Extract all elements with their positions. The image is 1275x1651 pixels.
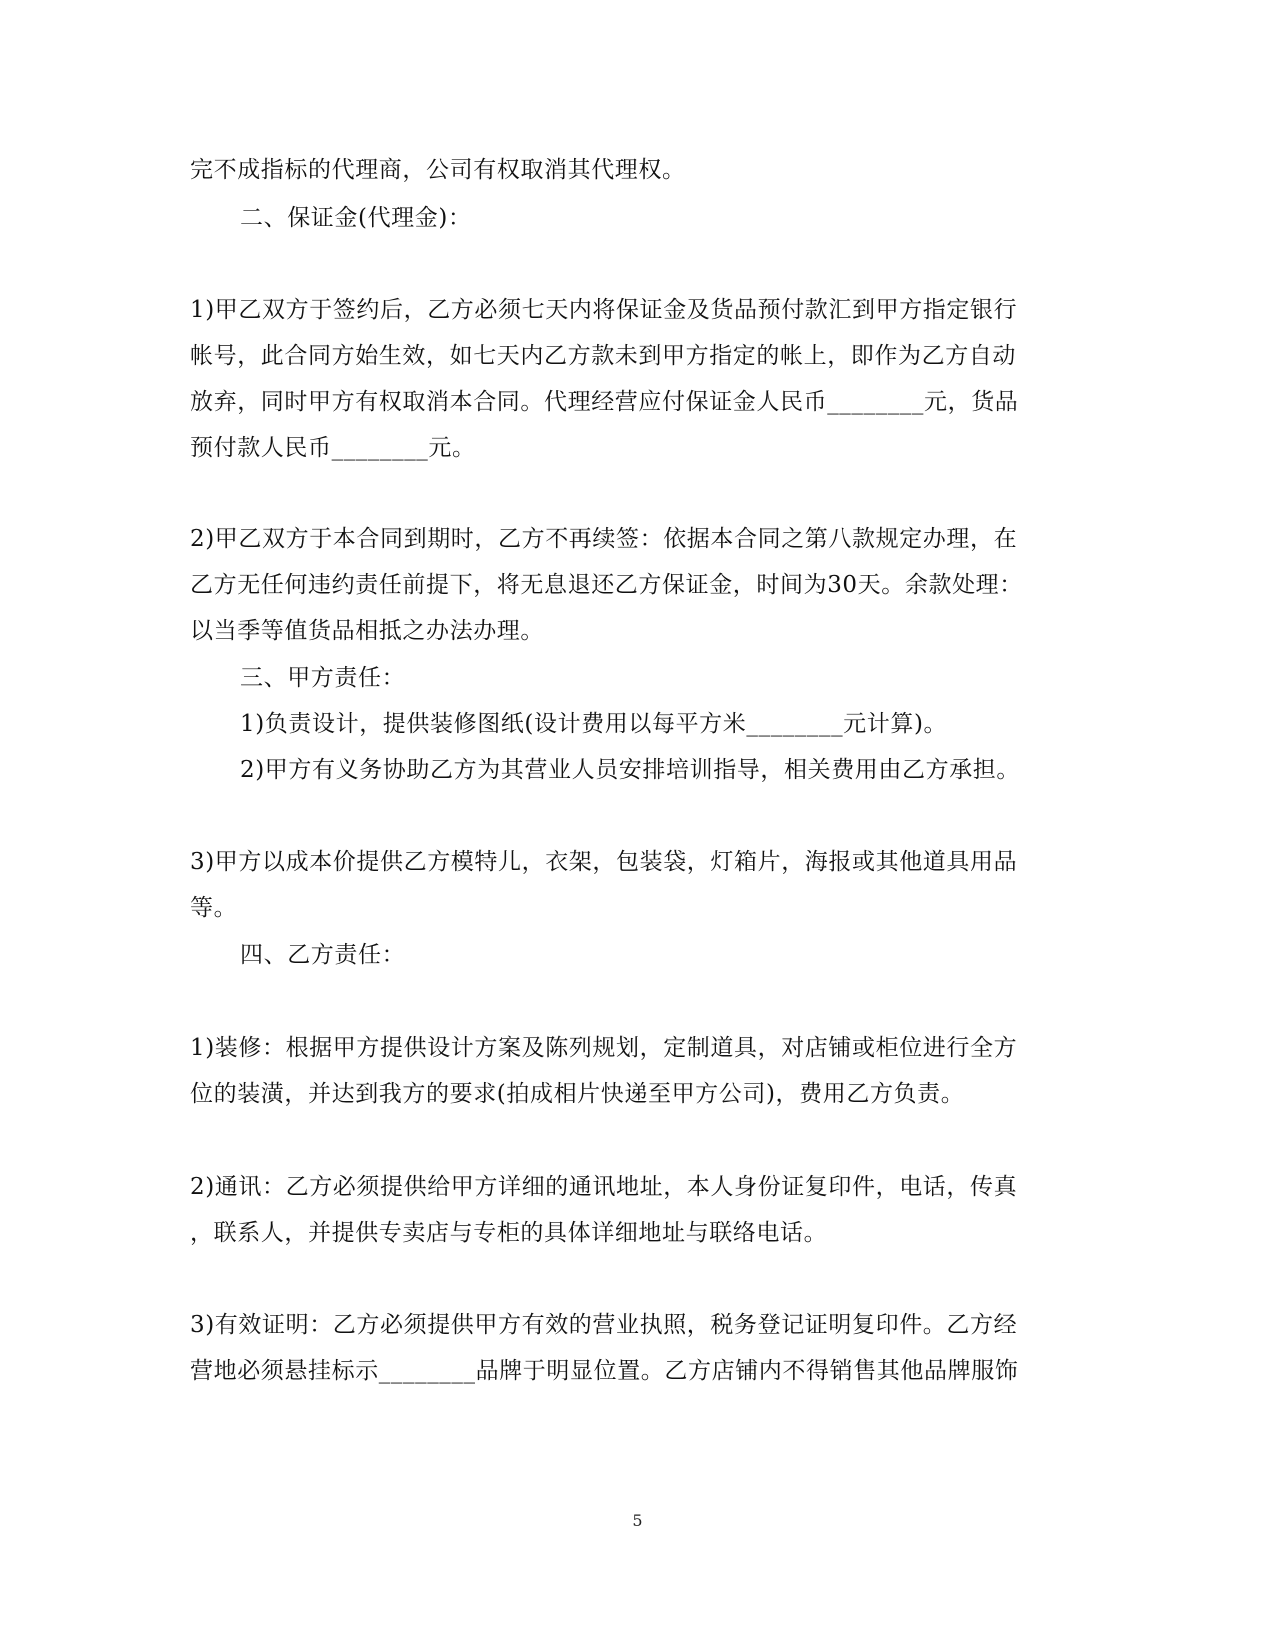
text-line-13: 3)甲方以成本价提供乙方模特儿，衣架，包装袋，灯箱片，海报或其他道具用品 [190,849,1018,875]
text-line-7: 2)甲乙双方于本合同到期时，乙方不再续签：依据本合同之第八款规定办理，在 [190,526,1018,552]
page-number: 5 [632,1511,643,1530]
text-line-9: 以当季等值货品相抵之办法办理。 [190,618,544,644]
text-line-19: ，联系人，并提供专卖店与专柜的具体详细地址与联络电话。 [190,1220,828,1246]
section-heading-deposit: 二、保证金(代理金)： [240,205,472,231]
text-line-18: 2)通讯：乙方必须提供给甲方详细的通讯地址，本人身份证复印件，电话，传真 [190,1174,1018,1200]
text-line-16: 1)装修：根据甲方提供设计方案及陈列规划，定制道具，对店铺或柜位进行全方 [190,1035,1018,1061]
text-line-4: 帐号，此合同方始生效，如七天内乙方款未到甲方指定的帐上，即作为乙方自动 [190,343,1016,369]
text-line-6: 预付款人民币________元。 [190,435,476,461]
text-line-14: 等。 [190,895,238,921]
text-line-1: 完不成指标的代理商，公司有权取消其代理权。 [190,157,686,183]
section-heading-party-b: 四、乙方责任： [240,942,406,968]
text-line-5: 放弃，同时甲方有权取消本合同。代理经营应付保证金人民币________元，货品 [190,389,1019,415]
text-line-21: 营地必须悬挂标示________品牌于明显位置。乙方店铺内不得销售其他品牌服饰 [190,1358,1019,1384]
text-line-3: 1)甲乙双方于签约后，乙方必须七天内将保证金及货品预付款汇到甲方指定银行 [190,297,1018,323]
text-line-20: 3)有效证明：乙方必须提供甲方有效的营业执照，税务登记证明复印件。乙方经 [190,1312,1018,1338]
text-line-17: 位的装潢，并达到我方的要求(拍成相片快递至甲方公司)，费用乙方负责。 [190,1081,965,1107]
text-line-12: 2)甲方有义务协助乙方为其营业人员安排培训指导，相关费用由乙方承担。 [240,757,1021,783]
text-line-11: 1)负责设计，提供装修图纸(设计费用以每平方米________元计算)。 [240,711,948,737]
text-line-8: 乙方无任何违约责任前提下，将无息退还乙方保证金，时间为30天。余款处理： [190,572,1023,598]
section-heading-party-a: 三、甲方责任： [240,665,406,691]
